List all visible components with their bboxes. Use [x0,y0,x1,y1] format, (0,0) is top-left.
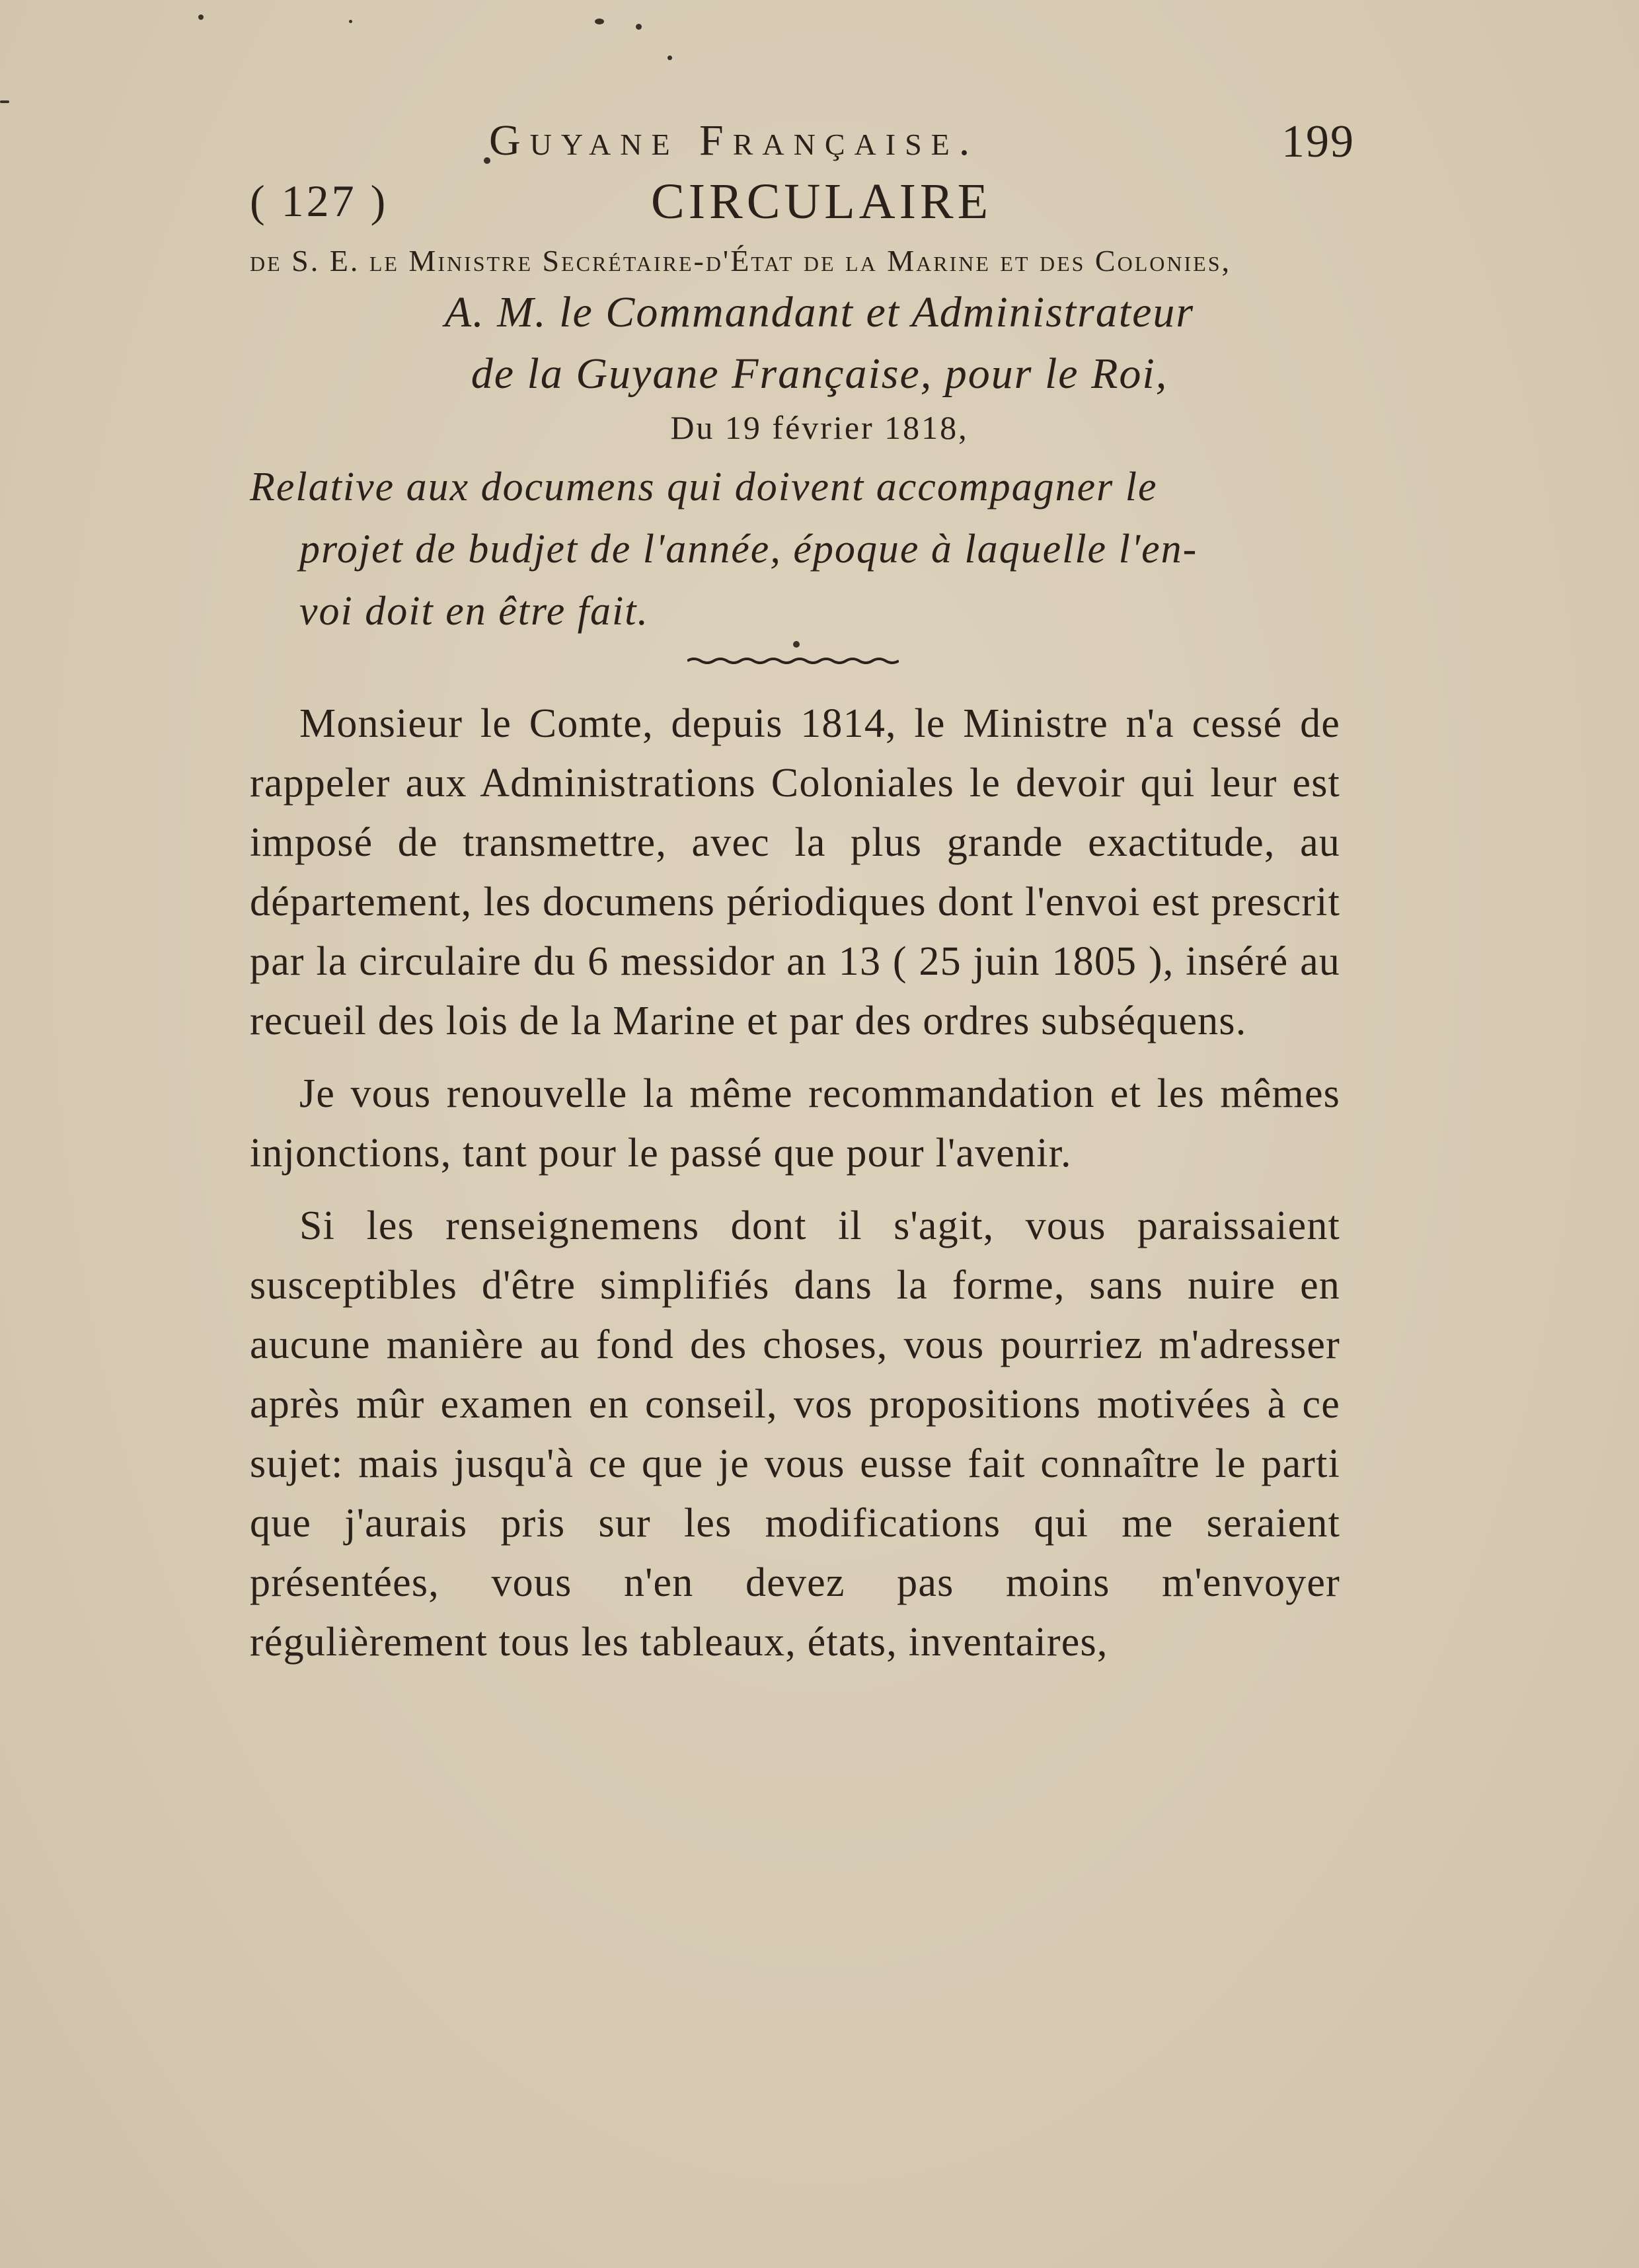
body-paragraph-3: Si les renseignemens dont il s'agit, vous paraissaient susceptibles d'être simplifiés dans la forme, sans nuire en aucune manière au fond des choses, vous pourriez m'adresser après mûr examen en conseil, vos propositions motivées à ce sujet: mais jusqu'à ce que je vous eusse fait connaître le parti que j'aurais pris sur les modifications qui me seraient présentées, vous n'en devez pas moins m'envoyer régulièrement tous les tableaux, états, inventaires, [250,1203,1340,1665]
document-number: ( 127 ) [250,176,389,226]
page-number: 199 [1281,116,1355,167]
subject-block [250,456,1347,642]
running-head [489,116,1355,175]
running-title: Guyane Française. [489,116,979,165]
subject-line-1: Relative aux documens qui doivent accompagner le [250,465,1158,510]
body-paragraph-1: Monsieur le Comte, depuis 1814, le Ministre n'a cessé de rappeler aux Administrations Coloniales le devoir qui leur est imposé de transmettre, avec la plus grande exactitude, au département, les documens périodiques dont l'envoi est prescrit par la circulaire du 6 messidor an 13 ( 25 juin 1805 ), inséré au recueil des lois de la Marine et par des ordres subséquens. [250,701,1340,1043]
ink-speck [198,15,204,20]
body-text [250,694,1340,1685]
subject-line-2: projet de budjet de l'année, époque à laquelle l'en- [299,527,1198,572]
document-title: CIRCULAIRE [651,174,992,229]
ink-speck [349,20,352,23]
subject-line-3: voi doit en être fait. [299,589,649,634]
ink-speck [667,56,672,60]
addressee-line-1: A. M. le Commandant et Administrateur [444,288,1195,336]
ink-speck [595,19,604,24]
ink-speck [636,24,642,30]
ink-speck [0,100,9,103]
ornamental-divider [687,654,899,667]
sender-line: de S. E. le Ministre Secrétaire-d'État de la Marine et des Colonies, [250,244,1231,278]
addressee-line-2: de la Guyane Française, pour le Roi, [471,350,1168,398]
body-paragraph-2: Je vous renouvelle la même recommandation et les mêmes injonctions, tant pour le passé que pour l'avenir. [250,1071,1340,1176]
date-line: Du 19 février 1818, [670,409,969,446]
